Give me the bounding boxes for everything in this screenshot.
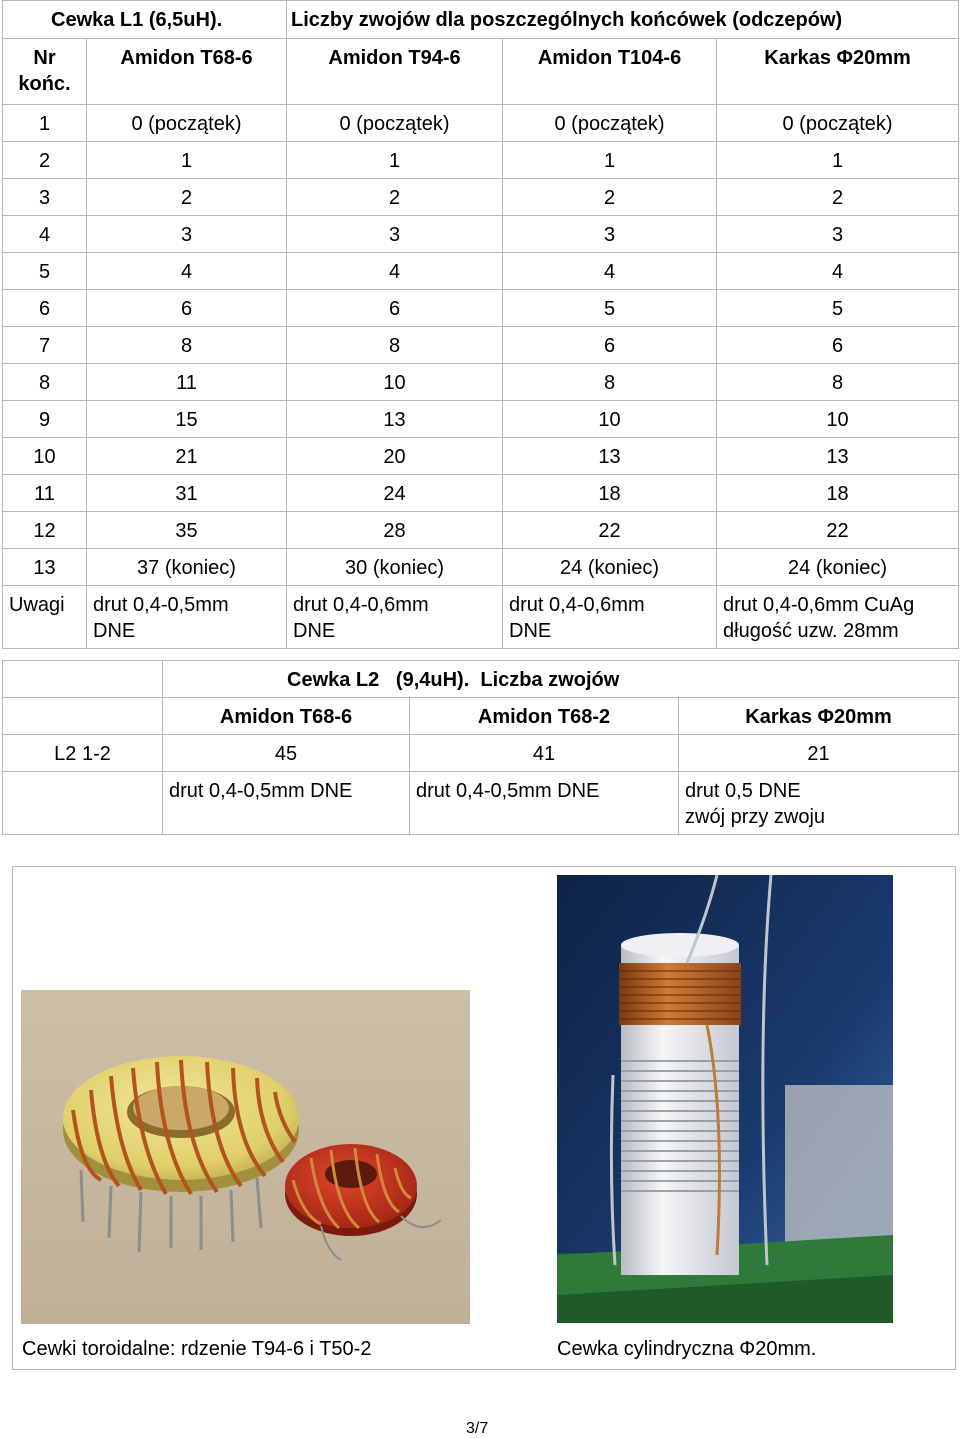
table-row xyxy=(3,290,959,327)
table2-title: Cewka L2 (9,4uH). Liczba zwojów xyxy=(163,661,959,698)
table-row xyxy=(3,364,959,401)
caption-cylindrical: Cewka cylindryczna Φ20mm. xyxy=(557,1338,817,1360)
turn-count: 0 (początek) xyxy=(503,105,717,142)
tap-number: 4 xyxy=(3,216,87,253)
table-row xyxy=(3,216,959,253)
turn-count: 2 xyxy=(87,179,287,216)
turn-count: 24 (koniec) xyxy=(503,549,717,586)
table2-note: drut 0,4-0,5mm DNE xyxy=(163,772,410,835)
table2-row-label: L2 1-2 xyxy=(3,735,163,772)
turn-count: 2 xyxy=(503,179,717,216)
turn-count: 8 xyxy=(287,327,503,364)
turn-count: 24 (koniec) xyxy=(717,549,959,586)
turn-count: 8 xyxy=(87,327,287,364)
turn-count: 15 xyxy=(87,401,287,438)
table1-title-left: Cewka L1 (6,5uH). xyxy=(3,1,287,39)
cylindrical-coil-photo xyxy=(557,875,893,1323)
header-col-4: Karkas Φ20mm xyxy=(717,39,959,105)
turn-count: 1 xyxy=(87,142,287,179)
table-row xyxy=(3,105,959,142)
turn-count: 31 xyxy=(87,475,287,512)
table2-note: drut 0,5 DNE zwój przy zwoju xyxy=(679,772,959,835)
turn-count: 4 xyxy=(87,253,287,290)
tap-number: 2 xyxy=(3,142,87,179)
turn-count: 24 xyxy=(287,475,503,512)
notes-cell: drut 0,4-0,6mm DNE xyxy=(287,586,503,649)
turn-count: 1 xyxy=(503,142,717,179)
turn-count: 2 xyxy=(717,179,959,216)
turn-count: 4 xyxy=(503,253,717,290)
turn-count: 21 xyxy=(87,438,287,475)
tap-number: 7 xyxy=(3,327,87,364)
table2-value: 41 xyxy=(410,735,679,772)
tap-number: 11 xyxy=(3,475,87,512)
turn-count: 3 xyxy=(503,216,717,253)
table-row xyxy=(3,253,959,290)
turn-count: 11 xyxy=(87,364,287,401)
tap-number: 8 xyxy=(3,364,87,401)
turn-count: 5 xyxy=(503,290,717,327)
table-row xyxy=(3,401,959,438)
table-row xyxy=(3,512,959,549)
turn-count: 4 xyxy=(287,253,503,290)
table2-empty-notes xyxy=(3,772,163,835)
table2-value: 45 xyxy=(163,735,410,772)
turn-count: 0 (początek) xyxy=(87,105,287,142)
turn-count: 10 xyxy=(503,401,717,438)
notes-cell: drut 0,4-0,5mm DNE xyxy=(87,586,287,649)
table2-empty-header xyxy=(3,698,163,735)
turn-count: 6 xyxy=(87,290,287,327)
table2-col-1: Amidon T68-6 xyxy=(163,698,410,735)
turn-count: 3 xyxy=(87,216,287,253)
turn-count: 13 xyxy=(717,438,959,475)
tap-table-l1 xyxy=(2,0,959,649)
turn-count: 10 xyxy=(717,401,959,438)
turn-count: 30 (koniec) xyxy=(287,549,503,586)
turn-count: 0 (początek) xyxy=(287,105,503,142)
toroidal-coils-photo xyxy=(21,990,470,1324)
l2-table xyxy=(2,660,959,835)
table-row xyxy=(3,475,959,512)
tap-number: 13 xyxy=(3,549,87,586)
tap-number: 1 xyxy=(3,105,87,142)
table2-value: 21 xyxy=(679,735,959,772)
notes-cell: drut 0,4-0,6mm DNE xyxy=(503,586,717,649)
notes-label: Uwagi xyxy=(3,586,87,649)
header-col-2: Amidon T94-6 xyxy=(287,39,503,105)
turn-count: 1 xyxy=(717,142,959,179)
header-col-1: Amidon T68-6 xyxy=(87,39,287,105)
table1-body xyxy=(3,105,959,586)
tap-number: 9 xyxy=(3,401,87,438)
table2-note: drut 0,4-0,5mm DNE xyxy=(410,772,679,835)
table2-col-2: Amidon T68-2 xyxy=(410,698,679,735)
turn-count: 2 xyxy=(287,179,503,216)
turn-count: 22 xyxy=(503,512,717,549)
turn-count: 3 xyxy=(717,216,959,253)
tap-number: 5 xyxy=(3,253,87,290)
page-number: 3/7 xyxy=(466,1420,489,1437)
caption-toroidal: Cewki toroidalne: rdzenie T94-6 i T50-2 xyxy=(22,1338,372,1360)
table-row xyxy=(3,549,959,586)
header-nr: Nr końc. xyxy=(3,39,87,105)
tap-number: 10 xyxy=(3,438,87,475)
turn-count: 18 xyxy=(717,475,959,512)
turn-count: 1 xyxy=(287,142,503,179)
tap-number: 12 xyxy=(3,512,87,549)
turn-count: 6 xyxy=(503,327,717,364)
turn-count: 8 xyxy=(503,364,717,401)
table-row xyxy=(3,327,959,364)
turn-count: 8 xyxy=(717,364,959,401)
turn-count: 35 xyxy=(87,512,287,549)
turn-count: 0 (początek) xyxy=(717,105,959,142)
turn-count: 18 xyxy=(503,475,717,512)
header-col-3: Amidon T104-6 xyxy=(503,39,717,105)
notes-cell: drut 0,4-0,6mm CuAg długość uzw. 28mm xyxy=(717,586,959,649)
table-row xyxy=(3,438,959,475)
turn-count: 3 xyxy=(287,216,503,253)
turn-count: 13 xyxy=(287,401,503,438)
turn-count: 22 xyxy=(717,512,959,549)
turn-count: 6 xyxy=(287,290,503,327)
tap-number: 3 xyxy=(3,179,87,216)
turn-count: 13 xyxy=(503,438,717,475)
table1-title-right: Liczby zwojów dla poszczególnych końcówek (odczepów) xyxy=(287,1,959,39)
table2-empty-corner xyxy=(3,661,163,698)
turn-count: 28 xyxy=(287,512,503,549)
turn-count: 5 xyxy=(717,290,959,327)
table2-col-3: Karkas Φ20mm xyxy=(679,698,959,735)
turn-count: 37 (koniec) xyxy=(87,549,287,586)
turn-count: 6 xyxy=(717,327,959,364)
turn-count: 10 xyxy=(287,364,503,401)
turn-count: 4 xyxy=(717,253,959,290)
tap-number: 6 xyxy=(3,290,87,327)
turn-count: 20 xyxy=(287,438,503,475)
table-row xyxy=(3,142,959,179)
table-row xyxy=(3,179,959,216)
